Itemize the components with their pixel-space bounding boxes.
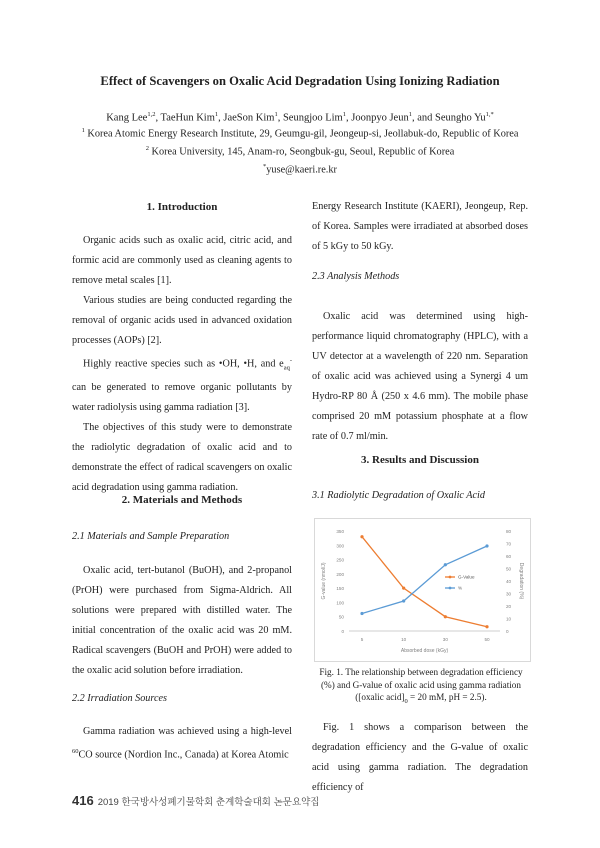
x-tick-label: 5 <box>360 637 364 642</box>
paragraph <box>72 722 292 765</box>
author: , TaeHun Kim <box>155 112 215 124</box>
y-right-tick-label: 10 <box>506 616 512 622</box>
caption-text: Fig. 1. The relationship between degradation efficiency (%) and G-value of oxalic acid using gamma radiation ([oxalic acid] <box>319 667 523 703</box>
section-2-3-body <box>312 307 528 447</box>
y-left-tick-label: 250 <box>336 557 344 563</box>
series-line-2 <box>362 546 487 614</box>
caption-text: = 20 mM, pH = 2.5). <box>407 692 487 703</box>
paragraph: Fig. 1 shows a comparison between the degradation efficiency and the G-value of oxalic acid using gamma radiation. The degradation efficiency of <box>312 722 528 793</box>
author-list <box>0 111 600 124</box>
y-left-axis-label: G-value (nmol/J) <box>321 562 327 600</box>
y-left-tick-label: 50 <box>338 614 344 620</box>
y-right-tick-label: 30 <box>506 591 512 597</box>
section-2-2-body-part1 <box>72 722 292 782</box>
email-mark: * <box>263 163 267 170</box>
section-2-1-body <box>72 561 292 681</box>
paragraph-text: CO source (Nordion Inc., Canada) at Korea Atomic <box>78 749 289 761</box>
methods-heading: 2. Materials and Methods <box>121 494 243 506</box>
x-tick-label: 30 <box>442 637 448 642</box>
author: , and Seungho Yu <box>411 112 486 124</box>
y-left-tick-label: 100 <box>336 600 344 606</box>
author-affil-mark: 1,2 <box>147 111 156 118</box>
affiliation-2 <box>0 145 600 157</box>
paragraph-text: Highly reactive species such as •OH, •H, and e <box>83 358 284 370</box>
page-footer <box>72 792 319 810</box>
subscript: 0 <box>404 698 408 706</box>
intro-body <box>72 231 292 498</box>
y-right-tick-label: 40 <box>506 579 512 584</box>
section-2-2-heading: 2.2 Irradiation Sources <box>72 693 167 704</box>
affiliation-text: Korea University, 145, Anam-ro, Seongbuk-gu, Seoul, Republic of Korea <box>151 146 455 158</box>
affil-mark: 2 <box>145 145 149 152</box>
intro-heading: 1. Introduction <box>146 201 218 213</box>
author: , Joonpyo Jeun <box>345 112 409 124</box>
legend-marker <box>449 576 452 579</box>
paragraph: Energy Research Institute (KAERI), Jeongeup, Rep. of Korea. Samples were irradiated at absorbed doses of 5 kGy to 50 kGy. <box>312 201 528 252</box>
author: Kang Lee <box>106 112 148 124</box>
affil-mark: 1 <box>81 127 85 134</box>
author-affil-mark: 1 <box>274 111 278 118</box>
y-left-tick-label: 200 <box>336 571 344 577</box>
author-affil-mark: 1,* <box>485 111 494 118</box>
chart-svg <box>315 519 530 661</box>
section-2-1-heading: 2.1 Materials and Sample Preparation <box>72 531 230 542</box>
section-3-1-heading: 3.1 Radiolytic Degradation of Oxalic Acid <box>312 490 485 501</box>
y-right-tick-label: 0 <box>506 629 509 634</box>
data-point <box>402 599 405 602</box>
data-point <box>360 535 363 538</box>
y-right-tick-label: 60 <box>506 554 512 559</box>
paragraph: Oxalic acid was determined using high-performance liquid chromatography (HPLC), with a UV detector at a wavelength of 220 nm. Separation of oxalic acid was achieved using a Synergi 4 um Hydro-RP 80 Å (250 x 4.6 mm). The mobile phase comprised 20 mM potassium phosphate at a flow rate of 0.7 ml/min. <box>312 311 528 442</box>
paragraph: Various studies are being conducted regarding the removal of organic acids used in advanced oxidation processes (AOPs) [2]. <box>72 295 292 346</box>
y-right-tick-label: 70 <box>506 541 512 547</box>
y-right-tick-label: 50 <box>506 566 512 572</box>
section-2-2-body-continued <box>312 197 528 257</box>
y-left-tick-label: 150 <box>336 586 344 592</box>
superscript: 60 <box>72 748 79 755</box>
data-point <box>485 625 488 628</box>
paragraph <box>72 351 292 418</box>
paragraph-text: Gamma radiation was achieved using a high-level <box>83 726 292 737</box>
y-left-tick-label: 300 <box>336 543 344 549</box>
footer-text: 2019 한국방사성폐기물학회 춘계학술대회 논문요약집 <box>97 797 320 808</box>
y-right-tick-label: 20 <box>506 604 512 609</box>
data-point <box>444 563 447 566</box>
figure-1-chart <box>314 518 531 662</box>
legend-label: G-Value <box>458 574 475 580</box>
affiliation-1 <box>0 127 600 139</box>
y-left-tick-label: 0 <box>341 629 344 634</box>
subscript: aq <box>283 364 290 372</box>
x-axis-label: Absorbed dose (kGy) <box>400 648 449 654</box>
paragraph: Oxalic acid, tert-butanol (BuOH), and 2-propanol (PrOH) were purchased from Sigma-Aldrich. All solutions were prepared with distilled water. The initial concentration of the oxalic acid was 20 mM. Radical scavengers (BuOH and PrOH) were added to the oxalic acid solution before irradiation. <box>72 565 292 676</box>
affiliation-text: Korea Atomic Energy Research Institute, 29, Geumgu-gil, Jeongeup-si, Jeollabuk-do, Republic of Korea <box>87 128 519 140</box>
page-number: 416 <box>72 793 94 808</box>
data-point <box>360 612 363 615</box>
section-2-3-heading: 2.3 Analysis Methods <box>312 271 400 282</box>
email-text: yuse@kaeri.re.kr <box>266 164 337 176</box>
paragraph: Organic acids such as oxalic acid, citric acid, and formic acid are commonly used as cleaning agents to remove metal scales [1]. <box>72 235 292 286</box>
author: , JaeSon Kim <box>218 112 275 124</box>
paragraph-text: can be generated to remove organic pollutants by water radiolysis using gamma radiation [3]. <box>72 382 292 414</box>
figure-1-caption <box>312 666 530 709</box>
author-affil-mark: 1 <box>342 111 346 118</box>
x-tick-label: 10 <box>401 637 407 642</box>
results-body <box>312 718 528 798</box>
paper-title: Effect of Scavengers on Oxalic Acid Degradation Using Ionizing Radiation <box>100 74 500 88</box>
legend-label: % <box>458 585 463 591</box>
paragraph: The objectives of this study were to demonstrate the radiolytic degradation of oxalic acid and to demonstrate the effect of radical scavengers on oxalic acid degradation using gamma radiation. <box>72 422 292 494</box>
y-right-axis-label: Degradation (%) <box>518 562 524 600</box>
series-line-1 <box>362 537 487 627</box>
author-affil-mark: 1 <box>214 111 219 118</box>
legend-marker <box>449 587 452 590</box>
x-tick-label: 50 <box>484 637 490 642</box>
contact-email <box>0 163 600 175</box>
y-right-tick-label: 80 <box>506 529 512 534</box>
data-point <box>444 615 447 618</box>
data-point <box>485 544 488 547</box>
results-heading: 3. Results and Discussion <box>361 454 479 466</box>
y-left-tick-label: 350 <box>336 529 344 534</box>
author: , Seungjoo Lim <box>277 112 343 124</box>
data-point <box>402 587 405 590</box>
superscript: - <box>289 357 292 364</box>
author-affil-mark: 1 <box>408 111 412 118</box>
